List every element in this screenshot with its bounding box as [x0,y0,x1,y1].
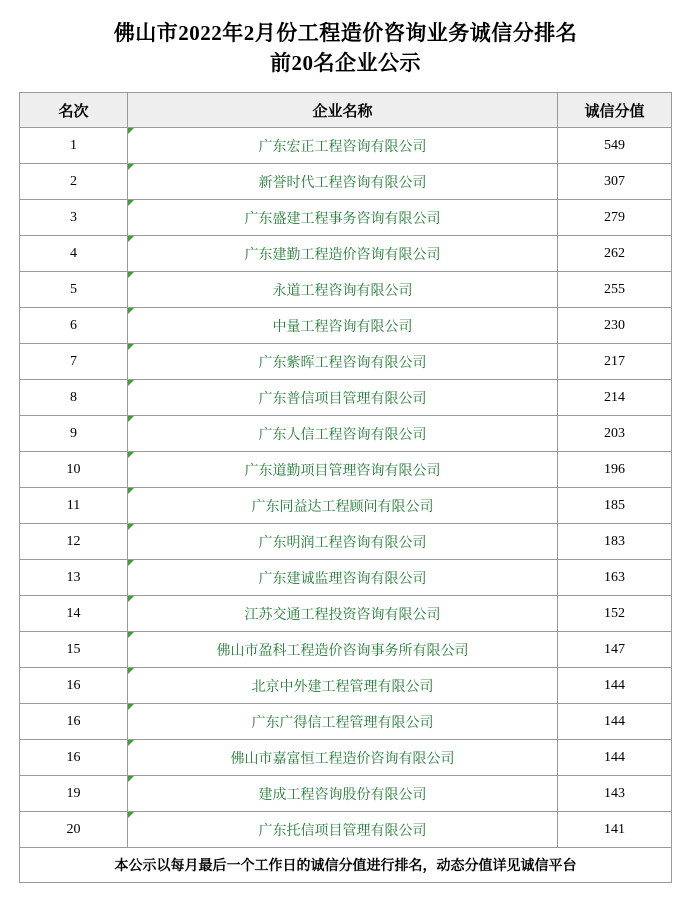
cell-company-name: 广东普信项目管理有限公司 [128,380,558,416]
cell-company-name: 中量工程咨询有限公司 [128,308,558,344]
table-header-row [20,93,672,128]
cell-company-name: 永道工程咨询有限公司 [128,272,558,308]
cell-company-name: 广东明润工程咨询有限公司 [128,524,558,560]
cell-company-name: 广东人信工程咨询有限公司 [128,416,558,452]
cell-score: 152 [558,596,672,632]
cell-company-name: 江苏交通工程投资咨询有限公司 [128,596,558,632]
cell-company-name: 广东广得信工程管理有限公司 [128,704,558,740]
cell-score: 144 [558,668,672,704]
cell-score: 214 [558,380,672,416]
cell-rank: 7 [20,344,128,380]
table-row [20,380,672,416]
table-row [20,200,672,236]
table-row [20,416,672,452]
cell-company-name: 广东紫晖工程咨询有限公司 [128,344,558,380]
cell-score: 144 [558,740,672,776]
table-row [20,668,672,704]
cell-company-name: 广东建诚监理咨询有限公司 [128,560,558,596]
table-row [20,524,672,560]
cell-score: 163 [558,560,672,596]
cell-rank: 6 [20,308,128,344]
cell-rank: 20 [20,812,128,848]
cell-score: 279 [558,200,672,236]
cell-rank: 14 [20,596,128,632]
table-row [20,776,672,812]
cell-rank: 2 [20,164,128,200]
title-line-2: 前20名企业公示 [270,51,421,75]
table-row [20,164,672,200]
cell-company-name: 建成工程咨询股份有限公司 [128,776,558,812]
table-row [20,812,672,848]
table-row [20,344,672,380]
cell-company-name: 佛山市嘉富恒工程造价咨询有限公司 [128,740,558,776]
table-row [20,632,672,668]
cell-rank: 11 [20,488,128,524]
cell-company-name: 广东道勤项目管理咨询有限公司 [128,452,558,488]
footer-row [20,848,672,883]
cell-rank: 8 [20,380,128,416]
cell-score: 147 [558,632,672,668]
cell-company-name: 佛山市盈科工程造价咨询事务所有限公司 [128,632,558,668]
cell-score: 141 [558,812,672,848]
title-line-1: 佛山市2022年2月份工程造价咨询业务诚信分排名 [113,21,578,45]
cell-company-name: 广东托信项目管理有限公司 [128,812,558,848]
cell-rank: 9 [20,416,128,452]
cell-company-name: 广东宏正工程咨询有限公司 [128,128,558,164]
cell-company-name: 广东同益达工程顾问有限公司 [128,488,558,524]
column-header-company: 企业名称 [128,93,558,128]
cell-score: 196 [558,452,672,488]
cell-rank: 4 [20,236,128,272]
table-row [20,236,672,272]
cell-rank: 16 [20,668,128,704]
cell-score: 230 [558,308,672,344]
column-header-rank: 名次 [20,93,128,128]
cell-company-name: 新誉时代工程咨询有限公司 [128,164,558,200]
table-body [20,128,672,848]
cell-score: 307 [558,164,672,200]
column-header-score: 诚信分值 [558,93,672,128]
cell-score: 255 [558,272,672,308]
footer-note: 本公示以每月最后一个工作日的诚信分值进行排名，动态分值详见诚信平台 [20,848,672,883]
cell-score: 183 [558,524,672,560]
table-header [20,93,672,128]
cell-rank: 5 [20,272,128,308]
table-row [20,704,672,740]
cell-rank: 16 [20,704,128,740]
cell-score: 262 [558,236,672,272]
cell-rank: 12 [20,524,128,560]
table-row [20,740,672,776]
table-row [20,272,672,308]
table-row [20,596,672,632]
cell-rank: 13 [20,560,128,596]
cell-score: 185 [558,488,672,524]
cell-score: 203 [558,416,672,452]
cell-rank: 15 [20,632,128,668]
cell-score: 217 [558,344,672,380]
cell-company-name: 广东建勤工程造价咨询有限公司 [128,236,558,272]
cell-rank: 10 [20,452,128,488]
cell-rank: 1 [20,128,128,164]
cell-rank: 16 [20,740,128,776]
table-row [20,560,672,596]
cell-rank: 3 [20,200,128,236]
cell-company-name: 北京中外建工程管理有限公司 [128,668,558,704]
cell-company-name: 广东盛建工程事务咨询有限公司 [128,200,558,236]
table-footer [20,848,672,883]
cell-score: 549 [558,128,672,164]
table-row [20,128,672,164]
table-row [20,308,672,344]
table-row [20,488,672,524]
cell-score: 144 [558,704,672,740]
cell-score: 143 [558,776,672,812]
cell-rank: 19 [20,776,128,812]
table-row [20,452,672,488]
ranking-table [19,92,672,883]
page-title [0,0,691,92]
